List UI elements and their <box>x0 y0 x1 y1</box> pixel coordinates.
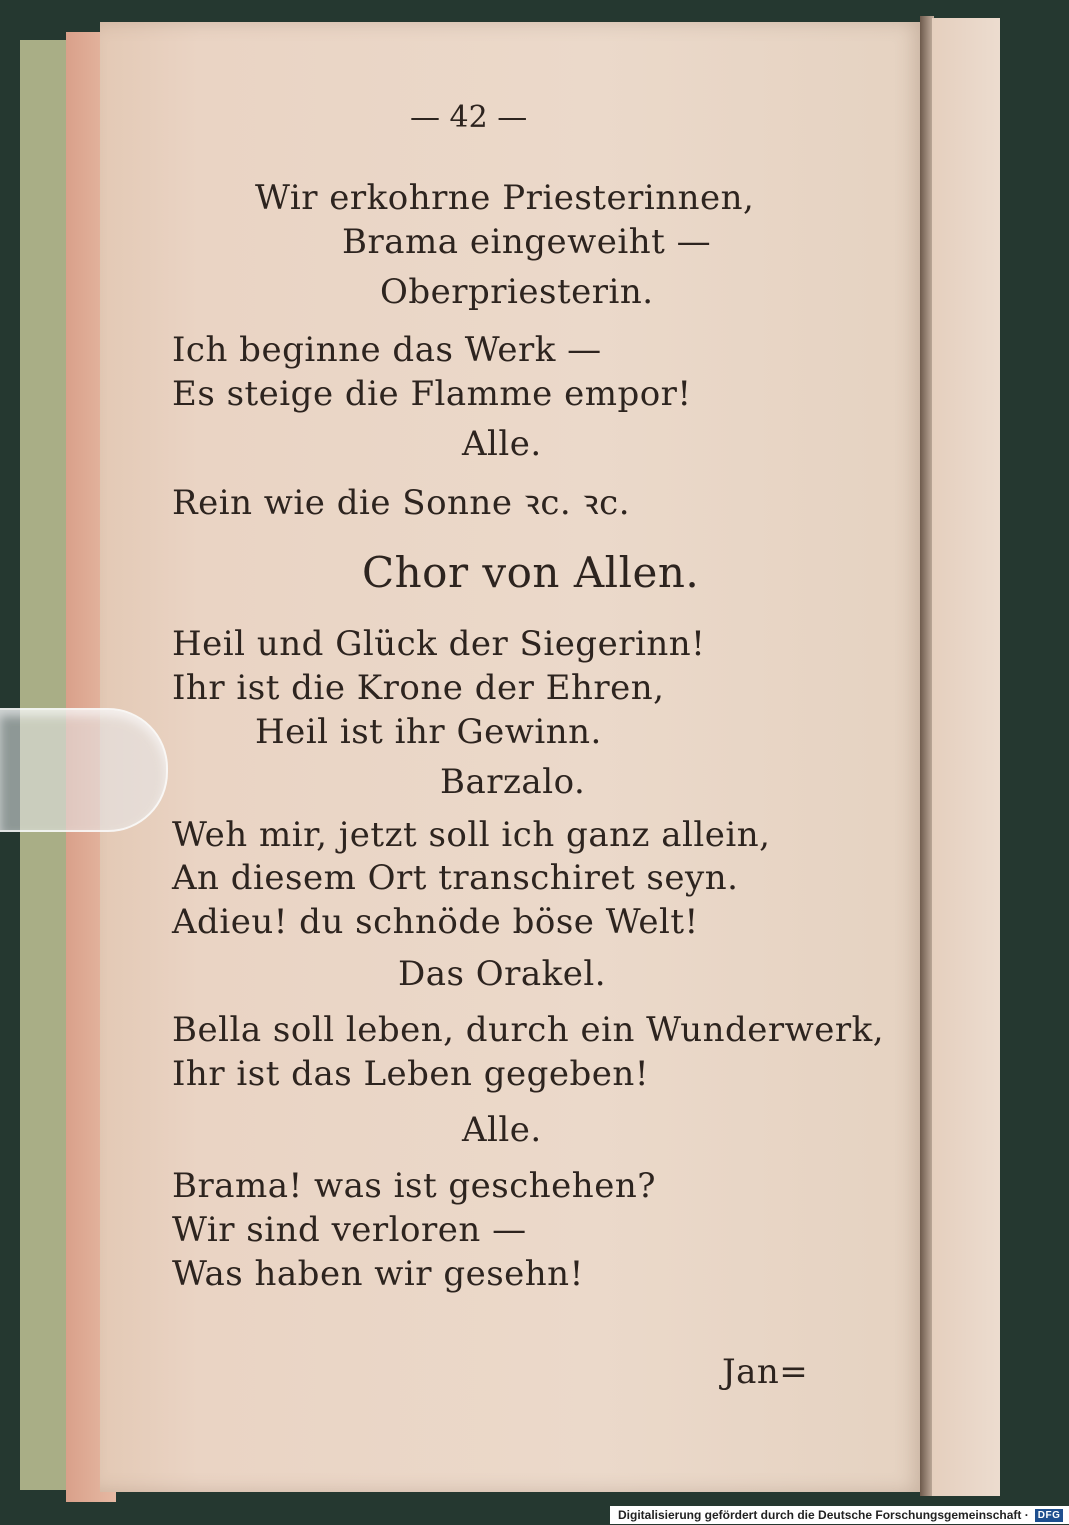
funding-banner-text: Digitalisierung gefördert durch die Deutsche Forschungsgemeinschaft · <box>618 1508 1029 1522</box>
speaker-name: Oberpriesterin. <box>380 272 654 312</box>
verse-line: Es steige die Flamme empor! <box>172 374 692 414</box>
verse-line: Bella soll leben, durch ein Wunderwerk, <box>172 1010 885 1050</box>
verse-line: An diesem Ort transchiret seyn. <box>172 858 739 898</box>
dfg-logo: DFG <box>1035 1509 1064 1522</box>
verse-line: Heil und Glück der Siegerinn! <box>172 624 706 664</box>
verse-line: Was haben wir gesehn! <box>172 1254 584 1294</box>
speaker-name: Alle. <box>462 1110 542 1150</box>
speaker-name: Das Orakel. <box>398 954 607 994</box>
verse-line: Weh mir, jetzt soll ich ganz allein, <box>172 815 771 855</box>
verse-line: Adieu! du schnöde böse Welt! <box>172 902 699 942</box>
verse-line: Ihr ist die Krone der Ehren, <box>172 668 665 708</box>
verse-line: Wir erkohrne Priesterinnen, <box>255 178 755 218</box>
verse-line: Heil ist ihr Gewinn. <box>255 712 602 752</box>
speaker-name: Barzalo. <box>440 762 586 802</box>
verse-line: Brama! was ist geschehen? <box>172 1166 656 1206</box>
verse-line: Brama eingeweiht — <box>342 222 712 262</box>
verse-line: Rein wie die Sonne ꝛc. ꝛc. <box>172 483 630 523</box>
catchword: Jan= <box>722 1352 809 1392</box>
verse-line: Ich beginne das Werk — <box>172 330 602 370</box>
verse-line: Wir sind verloren — <box>172 1210 527 1250</box>
speaker-name: Alle. <box>462 424 542 464</box>
verse-line: Ihr ist das Leben gegeben! <box>172 1054 649 1094</box>
page-number: — 42 — <box>410 100 528 135</box>
funding-banner <box>610 1506 1069 1524</box>
section-heading: Chor von Allen. <box>362 548 700 597</box>
